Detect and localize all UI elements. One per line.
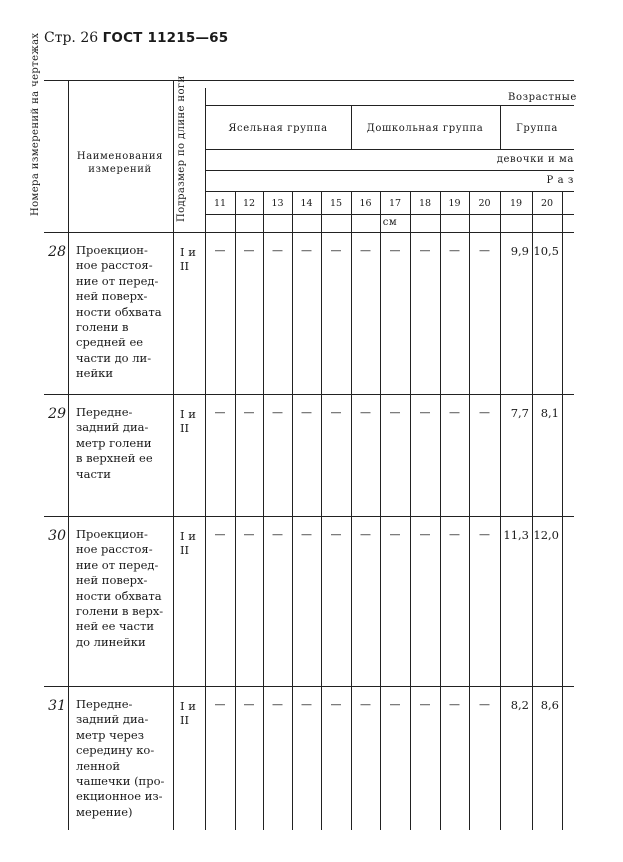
measurement-name-line: средней ее <box>76 335 144 350</box>
empty-cell-dash: — <box>243 244 255 257</box>
measurement-name-line: в верхней ее <box>76 451 153 466</box>
measurement-value: 8,6 <box>540 698 559 712</box>
size-number: 19 <box>448 198 461 209</box>
col-rule-size <box>440 191 441 830</box>
col-number-header: Номера измерений на чертежах <box>30 32 41 216</box>
empty-cell-dash: — <box>360 528 371 541</box>
measurement-name-line: части <box>76 466 111 481</box>
measurement-name-line: метр через <box>76 727 144 742</box>
subsize-line: I и <box>180 699 196 713</box>
subsize-line: I и <box>180 529 196 543</box>
subsize-line: I и <box>180 407 196 421</box>
col-rule-size <box>235 191 236 830</box>
measurement-name-line: мерение) <box>76 804 133 819</box>
empty-cell-dash: — <box>301 698 312 711</box>
unit-label: см <box>382 217 398 228</box>
empty-cell-dash: — <box>360 406 371 419</box>
empty-cell-dash: — <box>330 406 342 419</box>
measurement-name-line: метр голени <box>76 435 152 450</box>
empty-cell-dash: — <box>419 406 431 419</box>
col-rule-size <box>562 191 563 830</box>
measurement-name-line: ней поверх- <box>76 573 148 588</box>
size-label: Р а з <box>546 175 574 186</box>
measurement-name-line: Передне- <box>76 405 133 419</box>
empty-cell-dash: — <box>389 244 401 257</box>
measurement-name-line: до линейки <box>76 634 146 649</box>
subsize-value <box>180 699 196 727</box>
empty-cell-dash: — <box>214 528 226 541</box>
empty-cell-dash: — <box>360 698 371 711</box>
measurement-number: 28 <box>48 244 66 260</box>
measurement-name-line: части до ли- <box>76 350 152 365</box>
measurement-name <box>76 243 168 382</box>
size-number: 20 <box>478 198 491 209</box>
measurement-number: 31 <box>48 698 66 714</box>
empty-cell-dash: — <box>389 406 401 419</box>
subsize-value <box>180 529 196 557</box>
row-rule <box>44 394 574 395</box>
empty-cell-dash: — <box>449 698 460 711</box>
size-number: 13 <box>271 198 284 209</box>
col-subsize-header: Подразмер по длине ноги <box>176 75 187 222</box>
header-bottom-rule <box>44 232 574 233</box>
empty-cell-dash: — <box>214 698 226 711</box>
subsize-line: II <box>180 543 190 557</box>
measurement-name-line: чашечки (про- <box>76 774 165 789</box>
measurement-name-line: ние от перед- <box>76 557 159 572</box>
measurement-name-line: Проекцион- <box>76 243 148 257</box>
col-rule-size <box>292 191 293 830</box>
measurement-name-line: нейки <box>76 366 113 381</box>
empty-cell-dash: — <box>214 244 226 257</box>
page-header <box>44 30 228 46</box>
measurement-name-line: голени в верх- <box>76 604 164 619</box>
measurement-name-line: ней ее части <box>76 619 154 634</box>
empty-cell-dash: — <box>272 244 283 257</box>
size-number: 16 <box>359 198 372 209</box>
col-rule-size <box>263 191 264 830</box>
empty-cell-dash: — <box>419 244 431 257</box>
col-rule-size <box>500 191 501 830</box>
col-rule-size <box>410 191 411 830</box>
empty-cell-dash: — <box>479 406 490 419</box>
measurement-name-line: ное расстоя- <box>76 542 153 557</box>
measurement-value: 8,2 <box>510 698 529 712</box>
measurement-name-line: голени в <box>76 320 129 335</box>
col-name-header: Наименования измерений <box>76 151 164 175</box>
page-number: Стр. 26 <box>44 30 99 46</box>
measurement-name-line: Проекцион- <box>76 527 148 541</box>
empty-cell-dash: — <box>419 698 431 711</box>
measurement-name-line: екционное из- <box>76 789 163 804</box>
header-rule-age <box>205 105 574 106</box>
header-rule-gender <box>205 170 574 171</box>
empty-cell-dash: — <box>479 698 490 711</box>
subsize-value <box>180 245 196 273</box>
empty-cell-dash: — <box>330 244 342 257</box>
empty-cell-dash: — <box>449 244 460 257</box>
empty-cell-dash: — <box>272 698 283 711</box>
size-number: 15 <box>329 198 343 209</box>
school-group-label: Группа <box>516 123 558 134</box>
col-rule-size <box>380 191 381 830</box>
measurement-value: 8,1 <box>540 406 559 420</box>
col-rule-size <box>351 191 352 830</box>
empty-cell-dash: — <box>479 244 490 257</box>
empty-cell-dash: — <box>330 698 342 711</box>
table-top-rule <box>44 80 574 81</box>
empty-cell-dash: — <box>243 406 255 419</box>
preschool-group-label: Дошкольная группа <box>366 123 484 134</box>
subsize-line: II <box>180 421 190 435</box>
measurement-name-line: Передне- <box>76 697 133 711</box>
measurement-value: 12,0 <box>533 528 559 542</box>
top-age-label: Возрастные <box>508 92 577 103</box>
gender-label: девочки и ма <box>496 154 574 165</box>
measurement-name-line: ности обхвата <box>76 304 162 319</box>
empty-cell-dash: — <box>272 528 283 541</box>
measurement-name-line: ние от перед- <box>76 273 159 288</box>
measurement-value: 10,5 <box>533 244 559 258</box>
col-rule-size <box>532 191 533 830</box>
empty-cell-dash: — <box>479 528 490 541</box>
empty-cell-dash: — <box>419 528 431 541</box>
size-number: 17 <box>388 198 402 209</box>
measurement-name <box>76 527 168 650</box>
measurement-name-line: задний диа- <box>76 420 149 435</box>
header-rule-size <box>205 191 574 192</box>
measurement-value: 11,3 <box>503 528 529 542</box>
nursery-group-label: Ясельная группа <box>228 123 328 134</box>
empty-cell-dash: — <box>360 244 371 257</box>
empty-cell-dash: — <box>243 698 255 711</box>
col-rule-size <box>321 191 322 830</box>
measurement-name <box>76 405 168 482</box>
col-rule-number <box>68 80 69 830</box>
measurement-number: 30 <box>48 528 66 544</box>
empty-cell-dash: — <box>389 528 401 541</box>
measurement-name-line: ности обхвата <box>76 588 162 603</box>
col-rule-size <box>469 191 470 830</box>
empty-cell-dash: — <box>301 528 312 541</box>
measurement-name-line: ней поверх- <box>76 289 148 304</box>
measurement-name-line: задний диа- <box>76 712 149 727</box>
subsize-line: II <box>180 259 190 273</box>
size-number: 11 <box>213 198 227 209</box>
header-rule-groups <box>205 149 574 150</box>
size-number: 12 <box>242 198 256 209</box>
empty-cell-dash: — <box>301 244 312 257</box>
row-rule <box>44 516 574 517</box>
measurement-value: 7,7 <box>510 406 529 420</box>
size-number: 20 <box>540 198 554 209</box>
standard-code: ГОСТ 11215—65 <box>102 30 229 46</box>
size-number: 14 <box>300 198 313 209</box>
measurement-number: 29 <box>48 406 66 422</box>
measurement-name-line: середину ко- <box>76 743 155 758</box>
size-number: 18 <box>418 198 432 209</box>
row-rule <box>44 686 574 687</box>
empty-cell-dash: — <box>243 528 255 541</box>
empty-cell-dash: — <box>389 698 401 711</box>
empty-cell-dash: — <box>214 406 226 419</box>
subsize-value <box>180 407 196 435</box>
empty-cell-dash: — <box>301 406 312 419</box>
empty-cell-dash: — <box>272 406 283 419</box>
empty-cell-dash: — <box>449 406 460 419</box>
measurement-name <box>76 697 168 820</box>
subsize-line: II <box>180 713 190 727</box>
col-rule-name <box>173 80 174 830</box>
header-rule-sizes <box>205 214 574 215</box>
measurement-value: 9,9 <box>510 244 529 258</box>
empty-cell-dash: — <box>330 528 342 541</box>
measurement-name-line: ленной <box>76 758 121 773</box>
measurement-name-line: ное расстоя- <box>76 258 153 273</box>
size-number: 19 <box>509 198 523 209</box>
empty-cell-dash: — <box>449 528 460 541</box>
subsize-line: I и <box>180 245 196 259</box>
